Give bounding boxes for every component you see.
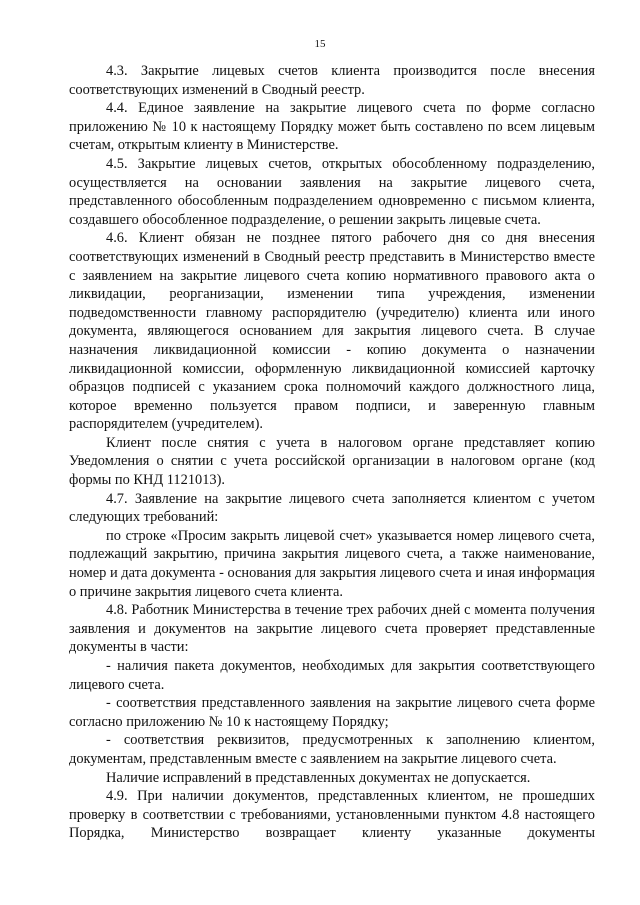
- paragraph-row-instructions: по строке «Просим закрыть лицевой счет» указывается номер лицевого счета, подлежащий закрытию, причина закрытия лицевого счета, а также наименование, номер и дата документа - основания для закрытия лицевого счета и иная информация о причине закрытия лицевого счета клиента.: [69, 527, 595, 600]
- list-item-details-check: - соответствия реквизитов, предусмотренных к заполнению клиентом, документам, представленным вместе с заявлением на закрытие лицевого счета.: [69, 732, 595, 767]
- paragraph-tax-notice: Клиент после снятия с учета в налоговом органе представляет копию Уведомления о снятии с учета российской организации в налоговом органе (код формы по КНД 1121013).: [69, 434, 595, 489]
- paragraph-4-6: 4.6. Клиент обязан не позднее пятого рабочего дня со дня внесения соответствующих изменений в Сводный реестр представить в Министерство вместе с заявлением на закрытие лицевого счета копию нормативного правового акта о ликвидации, реорганизации, изменении типа учреждения, изменении подведомственности главному распорядителю (учредителю) клиента или иного документа, являющегося основанием для закрытия лицевого счета. В случае назначения ликвидационной комиссии - копию документа о назначении ликвидационной комиссии, оформленную ликвидационной комиссией карточку образцов подписей с указанием срока полномочий каждого должностного лица, которое временно пользуется правом подписи, и заверенную главным распорядителем (учредителем).: [69, 230, 595, 433]
- list-item-package-check: - наличия пакета документов, необходимых для закрытия соответствующего лицевого счета.: [69, 658, 595, 693]
- paragraph-4-5: 4.5. Закрытие лицевых счетов, открытых обособленному подразделению, осуществляется на основании заявления на закрытие лицевого счета, представленного обособленным подразделением одновременно с письмом клиента, создавшего обособленное подразделение, о решении закрыть лицевые счета.: [69, 155, 595, 228]
- paragraph-4-4: 4.4. Единое заявление на закрытие лицевого счета по форме согласно приложению № 10 к настоящему Порядку может быть составлено по всем лицевым счетам, открытым клиенту в Министерстве.: [69, 100, 595, 154]
- paragraph-4-3: 4.3. Закрытие лицевых счетов клиента производится после внесения соответствующих изменений в Сводный реестр.: [69, 63, 595, 98]
- paragraph-no-corrections: Наличие исправлений в представленных документах не допускается.: [106, 769, 531, 786]
- paragraph-4-9: 4.9. При наличии документов, представленных клиентом, не прошедших проверку в соответствии с требованиями, установленными пунктом 4.8 настоящего Порядка, Министерство возвращает клиенту указанные документы: [69, 788, 595, 842]
- list-item-form-check: - соответствия представленного заявления на закрытие лицевого счета форме согласно приложению № 10 к настоящему Порядку;: [69, 695, 595, 730]
- page-number: 15: [314, 38, 326, 50]
- paragraph-4-7: 4.7. Заявление на закрытие лицевого счета заполняется клиентом с учетом следующих требований:: [69, 490, 595, 526]
- document-body: [69, 62, 595, 843]
- paragraph-4-8: 4.8. Работник Министерства в течение трех рабочих дней с момента получения заявления и документов на закрытие лицевого счета проверяет представленные документы в части:: [69, 602, 595, 656]
